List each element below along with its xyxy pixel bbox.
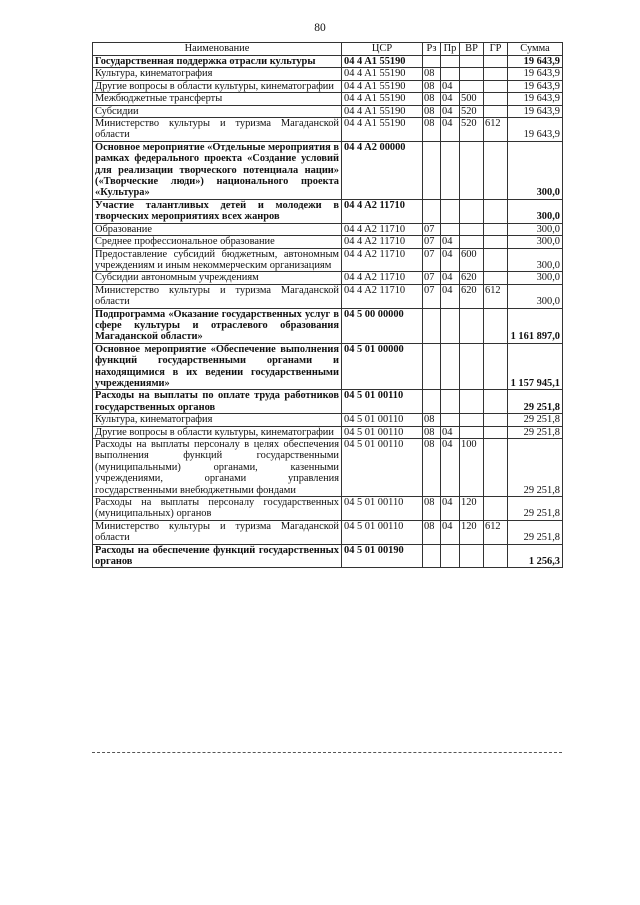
row-pr-cell	[441, 141, 460, 199]
row-name-cell: Министерство культуры и туризма Магаданской области	[93, 520, 342, 544]
row-name-cell: Расходы на выплаты по оплате труда работников государственных органов	[93, 390, 342, 414]
row-gr-cell	[484, 68, 508, 80]
table-row	[93, 199, 563, 223]
table-row	[93, 236, 563, 248]
row-gr-cell	[484, 439, 508, 497]
row-rz-cell: 07	[423, 272, 441, 284]
row-name-cell: Подпрограмма «Оказание государственных услуг в сфере культуры и отраслевого образования Магаданской области»	[93, 308, 342, 343]
row-sum-cell: 300,0	[508, 223, 563, 235]
row-vr-cell	[460, 68, 484, 80]
row-rz-cell: 08	[423, 426, 441, 438]
row-name-cell: Основное мероприятие «Отдельные мероприятия в рамках федерального проекта «Создание условий для реализации творческого потенциала нации» («Творческие люди») национального проекта «Культура»	[93, 141, 342, 199]
row-sum-cell: 300,0	[508, 236, 563, 248]
row-gr-cell	[484, 272, 508, 284]
row-csr-cell: 04 5 01 00110	[342, 390, 423, 414]
row-csr-cell: 04 4 A1 55190	[342, 68, 423, 80]
page-number: 80	[314, 22, 326, 34]
row-sum-cell: 19 643,9	[508, 118, 563, 142]
row-csr-cell: 04 4 A1 55190	[342, 80, 423, 92]
row-rz-cell: 08	[423, 414, 441, 426]
row-vr-cell	[460, 544, 484, 568]
row-pr-cell: 04	[441, 248, 460, 272]
row-vr-cell	[460, 426, 484, 438]
footer-divider	[92, 752, 562, 753]
col-header-gr: ГР	[484, 43, 508, 56]
row-name-cell: Основное мероприятие «Обеспечение выполнения функций государственными органами и находящимися в их ведении государственными учреждениями»	[93, 343, 342, 390]
row-sum-cell: 19 643,9	[508, 105, 563, 117]
row-gr-cell	[484, 414, 508, 426]
row-pr-cell	[441, 343, 460, 390]
row-name-cell: Межбюджетные трансферты	[93, 93, 342, 105]
row-gr-cell: 612	[484, 118, 508, 142]
table-row	[93, 141, 563, 199]
row-rz-cell: 08	[423, 439, 441, 497]
row-name-cell: Расходы на выплаты персоналу государственных (муниципальных) органов	[93, 497, 342, 521]
row-name-cell: Расходы на выплаты персоналу в целях обеспечения выполнения функций государственными (муниципальными) органами, казенными учреждениями, органами управления государственными внебюджетными фондами	[93, 439, 342, 497]
row-pr-cell: 04	[441, 284, 460, 308]
row-pr-cell	[441, 390, 460, 414]
col-header-sum: Сумма	[508, 43, 563, 56]
table-row	[93, 80, 563, 92]
row-pr-cell	[441, 544, 460, 568]
col-header-vr: ВР	[460, 43, 484, 56]
row-name-cell: Предоставление субсидий бюджетным, автономным учреждениям и иным некоммерческим организациям	[93, 248, 342, 272]
row-pr-cell: 04	[441, 118, 460, 142]
row-sum-cell: 1 157 945,1	[508, 343, 563, 390]
row-name-cell: Субсидии автономным учреждениям	[93, 272, 342, 284]
row-pr-cell	[441, 223, 460, 235]
row-sum-cell: 19 643,9	[508, 80, 563, 92]
row-gr-cell	[484, 497, 508, 521]
table-row	[93, 284, 563, 308]
row-sum-cell: 29 251,8	[508, 414, 563, 426]
row-sum-cell: 300,0	[508, 284, 563, 308]
row-name-cell: Другие вопросы в области культуры, кинематографии	[93, 80, 342, 92]
row-csr-cell: 04 4 A1 55190	[342, 56, 423, 68]
row-csr-cell: 04 4 A2 11710	[342, 199, 423, 223]
row-csr-cell: 04 4 A2 11710	[342, 236, 423, 248]
row-rz-cell: 08	[423, 105, 441, 117]
row-vr-cell: 500	[460, 93, 484, 105]
row-vr-cell: 120	[460, 520, 484, 544]
row-vr-cell	[460, 56, 484, 68]
row-rz-cell	[423, 308, 441, 343]
row-name-cell: Расходы на обеспечение функций государственных органов	[93, 544, 342, 568]
row-rz-cell: 07	[423, 284, 441, 308]
row-gr-cell	[484, 544, 508, 568]
row-vr-cell	[460, 343, 484, 390]
table-row	[93, 68, 563, 80]
row-vr-cell	[460, 80, 484, 92]
table-body	[93, 56, 563, 568]
row-pr-cell: 04	[441, 439, 460, 497]
row-pr-cell: 04	[441, 520, 460, 544]
row-sum-cell: 1 161 897,0	[508, 308, 563, 343]
row-csr-cell: 04 4 A2 00000	[342, 141, 423, 199]
table-row	[93, 414, 563, 426]
row-rz-cell: 07	[423, 223, 441, 235]
row-csr-cell: 04 5 01 00190	[342, 544, 423, 568]
row-gr-cell	[484, 93, 508, 105]
table-row	[93, 343, 563, 390]
row-name-cell: Культура, кинематография	[93, 414, 342, 426]
table-row	[93, 272, 563, 284]
row-pr-cell: 04	[441, 236, 460, 248]
budget-table	[92, 42, 563, 568]
row-rz-cell: 08	[423, 68, 441, 80]
row-vr-cell	[460, 223, 484, 235]
row-sum-cell: 29 251,8	[508, 390, 563, 414]
row-csr-cell: 04 5 01 00000	[342, 343, 423, 390]
row-name-cell: Другие вопросы в области культуры, кинематографии	[93, 426, 342, 438]
row-csr-cell: 04 5 01 00110	[342, 414, 423, 426]
row-gr-cell	[484, 308, 508, 343]
row-sum-cell: 29 251,8	[508, 426, 563, 438]
row-rz-cell	[423, 343, 441, 390]
row-gr-cell	[484, 236, 508, 248]
row-name-cell: Министерство культуры и туризма Магаданской области	[93, 284, 342, 308]
col-header-pr: Пр	[441, 43, 460, 56]
row-gr-cell	[484, 426, 508, 438]
table-row	[93, 426, 563, 438]
row-gr-cell	[484, 80, 508, 92]
row-rz-cell: 08	[423, 497, 441, 521]
row-gr-cell	[484, 223, 508, 235]
row-vr-cell	[460, 236, 484, 248]
row-csr-cell: 04 4 A2 11710	[342, 272, 423, 284]
table-row	[93, 439, 563, 497]
table-header-row	[93, 43, 563, 56]
row-pr-cell: 04	[441, 497, 460, 521]
row-sum-cell: 19 643,9	[508, 68, 563, 80]
table-row	[93, 223, 563, 235]
row-csr-cell: 04 5 01 00110	[342, 439, 423, 497]
table-row	[93, 544, 563, 568]
row-pr-cell: 04	[441, 80, 460, 92]
row-vr-cell	[460, 308, 484, 343]
row-vr-cell: 620	[460, 284, 484, 308]
row-pr-cell: 04	[441, 426, 460, 438]
row-csr-cell: 04 5 00 00000	[342, 308, 423, 343]
row-vr-cell: 600	[460, 248, 484, 272]
row-vr-cell	[460, 141, 484, 199]
row-rz-cell: 08	[423, 93, 441, 105]
row-sum-cell: 29 251,8	[508, 497, 563, 521]
row-name-cell: Участие талантливых детей и молодежи в творческих мероприятиях всех жанров	[93, 199, 342, 223]
row-name-cell: Образование	[93, 223, 342, 235]
table-row	[93, 520, 563, 544]
row-gr-cell	[484, 390, 508, 414]
row-rz-cell: 08	[423, 118, 441, 142]
row-csr-cell: 04 4 A2 11710	[342, 284, 423, 308]
row-rz-cell	[423, 56, 441, 68]
table-row	[93, 56, 563, 68]
table-row	[93, 390, 563, 414]
row-sum-cell: 1 256,3	[508, 544, 563, 568]
row-rz-cell: 08	[423, 80, 441, 92]
row-gr-cell	[484, 56, 508, 68]
row-sum-cell: 29 251,8	[508, 520, 563, 544]
row-vr-cell	[460, 199, 484, 223]
col-header-name: Наименование	[93, 43, 342, 56]
row-gr-cell	[484, 199, 508, 223]
row-vr-cell: 520	[460, 105, 484, 117]
row-csr-cell: 04 5 01 00110	[342, 520, 423, 544]
row-csr-cell: 04 5 01 00110	[342, 497, 423, 521]
row-pr-cell: 04	[441, 93, 460, 105]
row-csr-cell: 04 5 01 00110	[342, 426, 423, 438]
row-name-cell: Государственная поддержка отрасли культуры	[93, 56, 342, 68]
row-gr-cell	[484, 343, 508, 390]
col-header-csr: ЦСР	[342, 43, 423, 56]
row-sum-cell: 29 251,8	[508, 439, 563, 497]
row-name-cell: Министерство культуры и туризма Магаданской области	[93, 118, 342, 142]
row-vr-cell	[460, 414, 484, 426]
table-row	[93, 248, 563, 272]
table-row	[93, 118, 563, 142]
row-sum-cell: 300,0	[508, 248, 563, 272]
table-row	[93, 308, 563, 343]
row-rz-cell: 07	[423, 248, 441, 272]
row-csr-cell: 04 4 A1 55190	[342, 93, 423, 105]
row-pr-cell	[441, 68, 460, 80]
row-gr-cell	[484, 248, 508, 272]
row-pr-cell: 04	[441, 105, 460, 117]
row-pr-cell: 04	[441, 272, 460, 284]
row-vr-cell: 620	[460, 272, 484, 284]
row-pr-cell	[441, 199, 460, 223]
row-gr-cell	[484, 105, 508, 117]
row-name-cell: Среднее профессиональное образование	[93, 236, 342, 248]
row-pr-cell	[441, 56, 460, 68]
table-row	[93, 105, 563, 117]
col-header-rz: Рз	[423, 43, 441, 56]
row-sum-cell: 19 643,9	[508, 56, 563, 68]
row-gr-cell: 612	[484, 284, 508, 308]
row-sum-cell: 300,0	[508, 199, 563, 223]
row-rz-cell	[423, 390, 441, 414]
row-vr-cell	[460, 390, 484, 414]
row-rz-cell	[423, 544, 441, 568]
row-vr-cell: 120	[460, 497, 484, 521]
row-gr-cell: 612	[484, 520, 508, 544]
row-csr-cell: 04 4 A2 11710	[342, 248, 423, 272]
row-pr-cell	[441, 308, 460, 343]
row-sum-cell: 300,0	[508, 272, 563, 284]
row-rz-cell: 08	[423, 520, 441, 544]
row-rz-cell	[423, 199, 441, 223]
row-pr-cell	[441, 414, 460, 426]
row-rz-cell	[423, 141, 441, 199]
row-sum-cell: 300,0	[508, 141, 563, 199]
row-rz-cell: 07	[423, 236, 441, 248]
row-vr-cell: 100	[460, 439, 484, 497]
row-gr-cell	[484, 141, 508, 199]
table-row	[93, 497, 563, 521]
row-name-cell: Культура, кинематография	[93, 68, 342, 80]
row-csr-cell: 04 4 A2 11710	[342, 223, 423, 235]
row-csr-cell: 04 4 A1 55190	[342, 105, 423, 117]
row-sum-cell: 19 643,9	[508, 93, 563, 105]
table-row	[93, 93, 563, 105]
row-vr-cell: 520	[460, 118, 484, 142]
row-name-cell: Субсидии	[93, 105, 342, 117]
row-csr-cell: 04 4 A1 55190	[342, 118, 423, 142]
